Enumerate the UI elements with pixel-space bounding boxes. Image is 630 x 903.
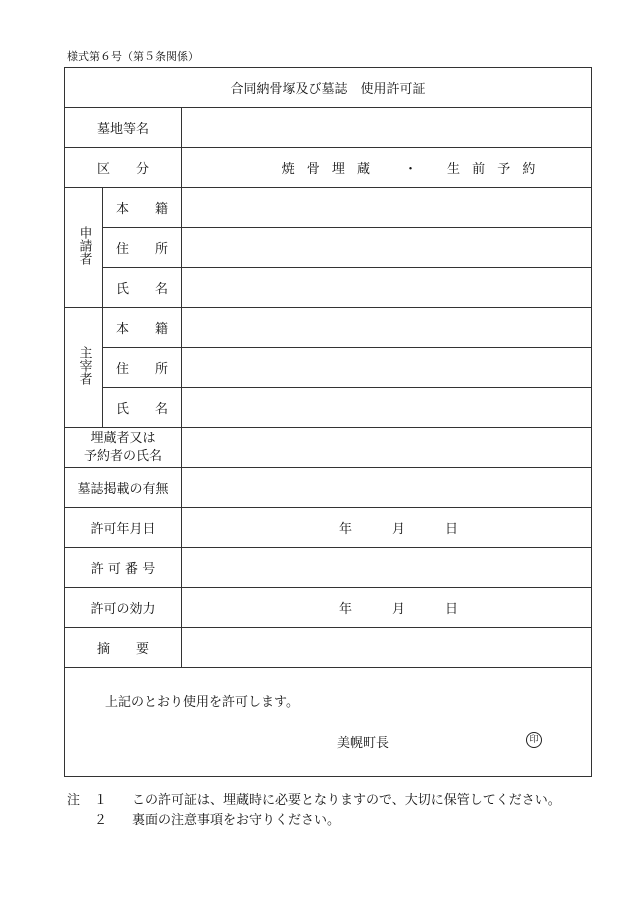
applicant-shimei-field[interactable] bbox=[182, 268, 592, 308]
title-row bbox=[65, 68, 592, 108]
summary-row bbox=[65, 628, 592, 668]
kubun-field bbox=[182, 148, 592, 188]
footnote-1-text: この許可証は、埋蔵時に必要となりますので、大切に保管してください。 bbox=[132, 793, 561, 808]
permit-date-day: 日 bbox=[445, 522, 459, 537]
buried-name-label-line1: 埋蔵者又は bbox=[90, 430, 156, 446]
kubun-option-burial[interactable]: 焼 骨 埋 蔵 bbox=[281, 162, 374, 177]
permit-date-field[interactable] bbox=[182, 508, 592, 548]
host-jusho-label: 住 所 bbox=[103, 348, 182, 388]
buried-name-field[interactable] bbox=[182, 428, 592, 468]
applicant-honseki-row bbox=[65, 188, 592, 228]
epitaph-field[interactable] bbox=[182, 468, 592, 508]
host-honseki-row bbox=[65, 308, 592, 348]
validity-row bbox=[65, 588, 592, 628]
applicant-jusho-field[interactable] bbox=[182, 228, 592, 268]
host-shimei-label: 氏 名 bbox=[103, 388, 182, 428]
permit-number-label: 許 可 番 号 bbox=[65, 548, 182, 588]
notice-text: 上記のとおり使用を許可します。 bbox=[105, 695, 299, 710]
notice-row bbox=[65, 668, 592, 777]
applicant-shimei-row bbox=[65, 268, 592, 308]
bochi-label: 墓地等名 bbox=[65, 108, 182, 148]
applicant-jusho-row bbox=[65, 228, 592, 268]
validity-field[interactable] bbox=[182, 588, 592, 628]
applicant-group-cell bbox=[65, 188, 103, 308]
issuer-name: 美幌町長 bbox=[337, 736, 390, 751]
permit-number-field[interactable] bbox=[182, 548, 592, 588]
footnote-2-number: ２ bbox=[94, 813, 108, 828]
kubun-row bbox=[65, 148, 592, 188]
permit-number-row bbox=[65, 548, 592, 588]
seal-mark: 印 bbox=[526, 732, 542, 748]
footnote-2 bbox=[67, 811, 561, 831]
applicant-shimei-label: 氏 名 bbox=[103, 268, 182, 308]
permit-date-row bbox=[65, 508, 592, 548]
host-shimei-field[interactable] bbox=[182, 388, 592, 428]
footnotes bbox=[67, 791, 561, 831]
summary-field[interactable] bbox=[182, 628, 592, 668]
footnote-lead: 注 bbox=[67, 793, 81, 808]
epitaph-row bbox=[65, 468, 592, 508]
buried-name-row bbox=[65, 428, 592, 468]
kubun-separator: ・ bbox=[403, 162, 417, 177]
buried-name-label bbox=[65, 428, 182, 468]
validity-month: 月 bbox=[391, 602, 405, 617]
kubun-label: 区 分 bbox=[65, 148, 182, 188]
epitaph-label: 墓誌掲載の有無 bbox=[65, 468, 182, 508]
applicant-group-label: 申請者 bbox=[76, 226, 92, 265]
validity-label: 許可の効力 bbox=[65, 588, 182, 628]
host-jusho-row bbox=[65, 348, 592, 388]
summary-label: 摘 要 bbox=[65, 628, 182, 668]
host-jusho-field[interactable] bbox=[182, 348, 592, 388]
applicant-jusho-label: 住 所 bbox=[103, 228, 182, 268]
footnote-1-number: １ bbox=[94, 793, 108, 808]
host-group-label: 主宰者 bbox=[76, 346, 92, 385]
bochi-field[interactable] bbox=[182, 108, 592, 148]
validity-day: 日 bbox=[445, 602, 459, 617]
permit-date-year: 年 bbox=[338, 522, 352, 537]
applicant-honseki-field[interactable] bbox=[182, 188, 592, 228]
host-group-cell bbox=[65, 308, 103, 428]
form-title: 合同納骨塚及び墓誌 使用許可証 bbox=[65, 68, 592, 108]
buried-name-label-line2: 予約者の氏名 bbox=[83, 448, 162, 464]
applicant-honseki-label: 本 籍 bbox=[103, 188, 182, 228]
host-honseki-field[interactable] bbox=[182, 308, 592, 348]
kubun-option-reservation[interactable]: 生 前 予 約 bbox=[447, 162, 540, 177]
permit-date-label: 許可年月日 bbox=[65, 508, 182, 548]
footnote-1 bbox=[67, 791, 561, 811]
form-number-label: 様式第６号（第５条関係） bbox=[67, 50, 199, 63]
host-shimei-row bbox=[65, 388, 592, 428]
footnote-2-text: 裏面の注意事項をお守りください。 bbox=[132, 813, 341, 828]
host-honseki-label: 本 籍 bbox=[103, 308, 182, 348]
validity-year: 年 bbox=[338, 602, 352, 617]
notice-cell bbox=[65, 668, 592, 777]
permit-form-table bbox=[64, 67, 592, 777]
permit-date-month: 月 bbox=[391, 522, 405, 537]
bochi-row bbox=[65, 108, 592, 148]
